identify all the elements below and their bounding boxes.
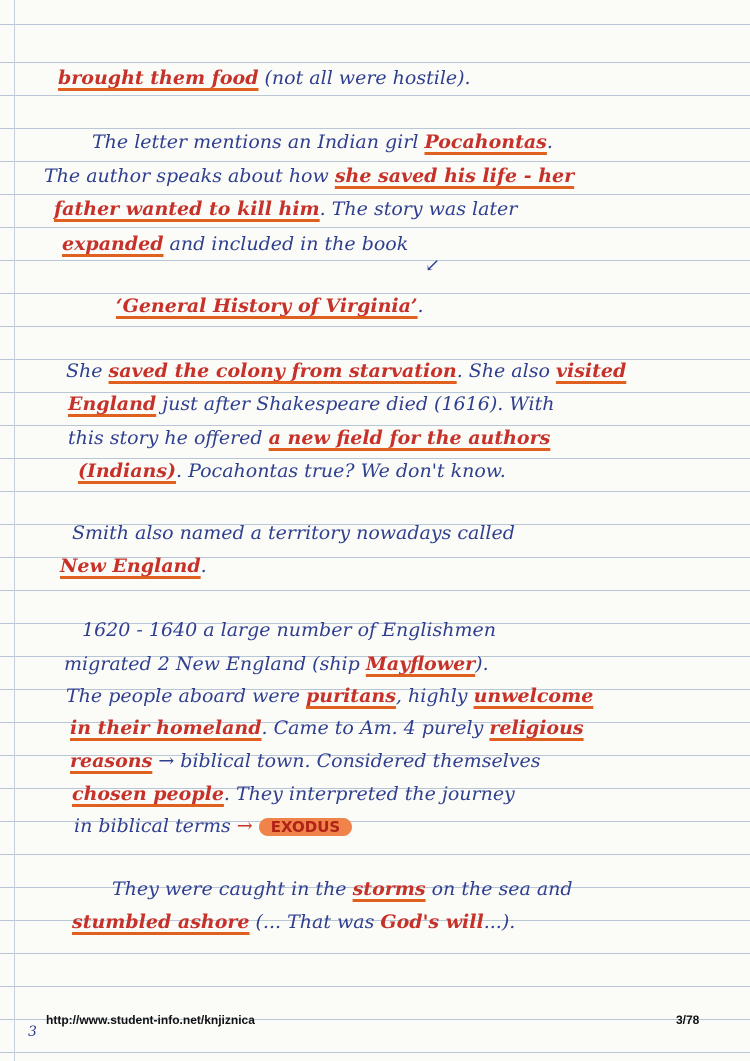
note-line-10 xyxy=(0,455,750,487)
note-line-17 xyxy=(0,745,750,777)
highlighted-phrase: puritans xyxy=(305,685,396,707)
note-line-7 xyxy=(0,355,750,387)
highlighted-phrase: ‘General History of Virginia’ xyxy=(116,295,418,317)
highlighted-phrase: New England xyxy=(60,555,201,577)
note-text: ...). xyxy=(483,911,516,933)
note-text: . xyxy=(546,131,553,153)
note-line-12 xyxy=(0,550,750,582)
note-text: 1620 - 1640 a large number of Englishmen xyxy=(82,619,496,641)
note-line-19-text xyxy=(74,815,237,837)
note-line-20 xyxy=(0,873,750,905)
note-line-21 xyxy=(0,906,750,938)
footer-url: http://www.student-info.net/knjiznica xyxy=(46,1013,255,1027)
highlighted-phrase: visited xyxy=(555,360,627,382)
note-text: . xyxy=(200,555,207,577)
note-text: migrated 2 New England (ship xyxy=(64,653,366,675)
highlighted-phrase: storms xyxy=(352,878,426,900)
note-text: this story he offered xyxy=(68,427,269,449)
highlighted-phrase: a new field for the authors xyxy=(268,427,551,449)
note-text: They were caught in the xyxy=(112,878,353,900)
note-text: . They interpreted the journey xyxy=(223,783,515,805)
note-text: and included in the book xyxy=(163,233,409,255)
note-text: (not all were hostile). xyxy=(258,67,471,89)
note-line-4 xyxy=(0,193,750,225)
note-text: She xyxy=(66,360,109,382)
note-line-14 xyxy=(0,648,750,680)
note-line-1 xyxy=(0,62,750,94)
highlighted-phrase: in their homeland xyxy=(70,717,262,739)
down-arrow-icon: ↙ xyxy=(425,255,441,276)
note-line-18 xyxy=(0,778,750,810)
corner-page-mark: 3 xyxy=(28,1024,37,1040)
note-text: in biblical terms xyxy=(74,815,237,837)
highlighted-phrase: God's will xyxy=(380,911,484,933)
note-line-8 xyxy=(0,388,750,420)
note-line-6 xyxy=(0,290,750,322)
highlighted-phrase: religious xyxy=(489,717,584,739)
highlighted-phrase: Pocahontas xyxy=(424,131,547,153)
note-line-2 xyxy=(0,126,750,158)
note-text: . The story was later xyxy=(319,198,518,220)
highlighted-phrase: England xyxy=(68,393,157,415)
note-line-16 xyxy=(0,712,750,744)
highlighted-phrase: stumbled ashore xyxy=(72,911,250,933)
note-text: on the sea and xyxy=(425,878,573,900)
note-text: . Pocahontas true? We don't know. xyxy=(176,460,506,482)
highlighted-phrase: she saved his life - her xyxy=(334,165,575,187)
note-line-3 xyxy=(0,160,750,192)
highlighted-phrase: brought them food xyxy=(58,67,259,89)
note-text: . She also xyxy=(456,360,556,382)
highlighted-phrase: father wanted to kill him xyxy=(54,198,320,220)
exodus-arrow-icon: → xyxy=(236,815,253,837)
note-line-15 xyxy=(0,680,750,712)
note-text: The letter mentions an Indian girl xyxy=(92,131,425,153)
highlighted-phrase: reasons xyxy=(70,750,153,772)
note-text: The people aboard were xyxy=(66,685,306,707)
note-text: → biblical town. Considered themselves xyxy=(152,750,541,772)
highlighted-phrase: (Indians) xyxy=(78,460,177,482)
note-line-5 xyxy=(0,228,750,260)
page-number: 3/78 xyxy=(676,1013,700,1027)
highlighted-phrase: unwelcome xyxy=(473,685,594,707)
note-text: , highly xyxy=(395,685,474,707)
note-text: ). xyxy=(475,653,489,675)
note-text: . Came to Am. 4 purely xyxy=(261,717,490,739)
note-text: The author speaks about how xyxy=(44,165,335,187)
highlighted-phrase: chosen people xyxy=(72,783,224,805)
note-line-13 xyxy=(0,614,750,646)
note-line-9 xyxy=(0,422,750,454)
highlighted-phrase: saved the colony from starvation xyxy=(108,360,457,382)
note-text: Smith also named a territory nowadays called xyxy=(72,522,515,544)
highlighted-phrase: expanded xyxy=(62,233,164,255)
note-text: (... That was xyxy=(249,911,381,933)
note-line-19 xyxy=(0,810,750,842)
note-text: . xyxy=(417,295,424,317)
note-line-11 xyxy=(0,517,750,549)
highlighted-phrase: Mayflower xyxy=(365,653,476,675)
exodus-highlight: EXODUS xyxy=(259,818,352,836)
note-text: just after Shakespeare died (1616). With xyxy=(156,393,555,415)
